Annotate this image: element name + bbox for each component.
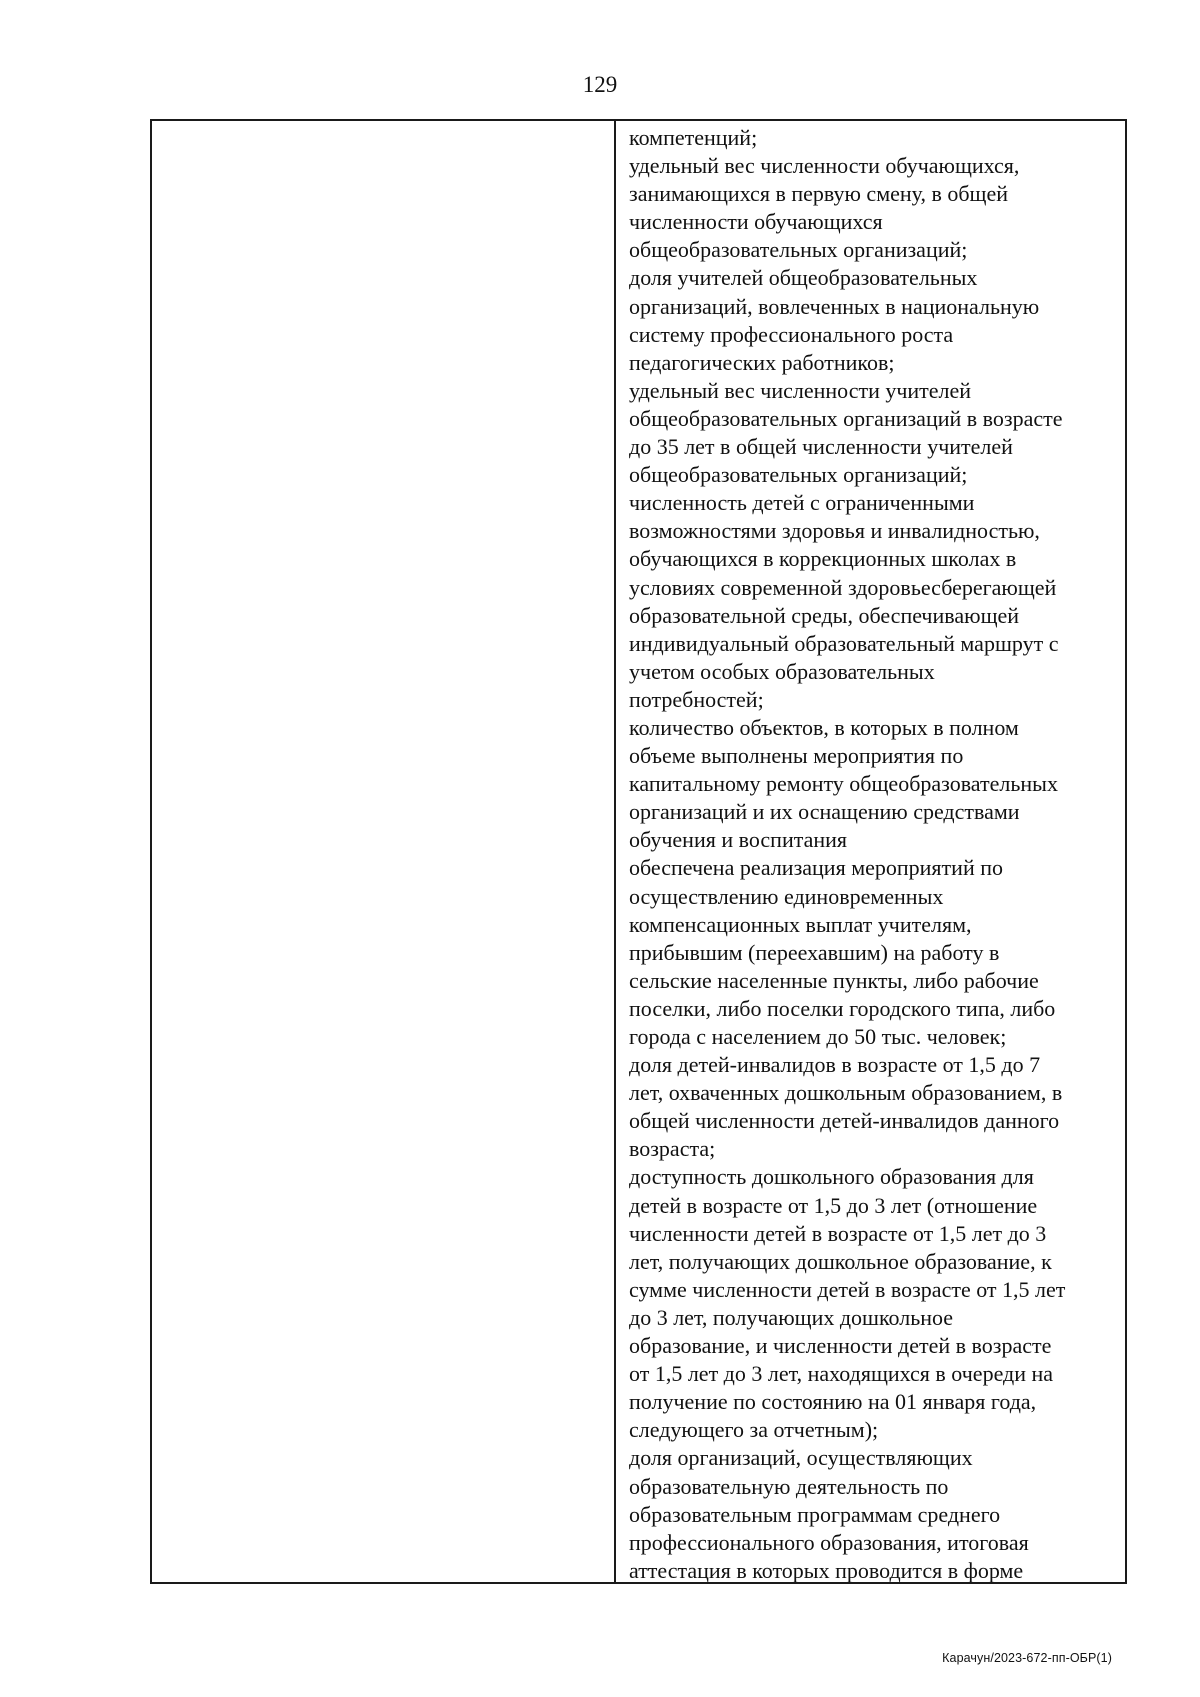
cell-text-line: компенсационных выплат учителям, (629, 911, 972, 937)
cell-text-line: количество объектов, в которых в полном (629, 714, 1019, 740)
cell-text-line: численности детей в возрасте от 1,5 лет до 3 (629, 1220, 1047, 1246)
cell-text-line: профессионального образования, итоговая (629, 1529, 1029, 1555)
cell-text-line: индивидуальный образовательный маршрут с (629, 630, 1059, 656)
document-table (150, 119, 1127, 1584)
cell-text-line: занимающихся в первую смену, в общей (629, 181, 1009, 207)
cell-text-line: доля детей-инвалидов в возрасте от 1,5 до 7 (629, 1052, 1041, 1078)
cell-text-line: образование, и численности детей в возрасте (629, 1333, 1052, 1359)
cell-text-line: обучения и воспитания (629, 827, 848, 853)
cell-text-line: компетенций; (629, 125, 758, 150)
cell-text-line: обеспечена реализация мероприятий по (629, 855, 1003, 881)
cell-text-line: от 1,5 лет до 3 лет, находящихся в очереди на (629, 1361, 1054, 1387)
cell-text-line: обучающихся в коррекционных школах в (629, 546, 1017, 572)
cell-text-line: педагогических работников; (629, 349, 895, 375)
table-cell-right (616, 121, 1125, 1582)
page-number: 129 (582, 72, 618, 97)
cell-text-line: организаций и их оснащению средствами (629, 799, 1020, 825)
cell-text-line: прибывшим (переехавшим) на работу в (629, 939, 1000, 965)
cell-text-line: образовательной среды, обеспечивающей (629, 602, 1020, 628)
document-footer-code: Карачун/2023-672-пп-ОБР(1) (942, 1651, 1112, 1665)
cell-text-line: возраста; (629, 1136, 716, 1162)
cell-text-line: возможностями здоровья и инвалидностью, (629, 518, 1040, 544)
cell-text-line: общеобразовательных организаций в возрасте (629, 405, 1063, 431)
cell-text-line: сумме численности детей в возрасте от 1,5 лет (629, 1276, 1066, 1302)
cell-text-line: образовательную деятельность по (629, 1473, 949, 1499)
cell-text-line: получение по состоянию на 01 января года, (629, 1389, 1037, 1415)
cell-text-line: до 35 лет в общей численности учителей (629, 434, 1013, 460)
cell-text-line: общей численности детей-инвалидов данного (629, 1108, 1060, 1134)
cell-text-line: аттестация в которых проводится в форме (629, 1557, 1024, 1582)
cell-text-line: детей в возрасте от 1,5 до 3 лет (отношение (629, 1192, 1038, 1218)
cell-text-line: удельный вес численности учителей (629, 377, 972, 403)
cell-text-line: общеобразовательных организаций; (629, 462, 968, 488)
cell-text-line: образовательным программам среднего (629, 1501, 1001, 1527)
cell-text-line: доля учителей общеобразовательных (629, 265, 978, 291)
cell-text-line: объеме выполнены мероприятия по (629, 743, 964, 769)
cell-text-line: организаций, вовлеченных в национальную (629, 293, 1040, 319)
cell-text-line: удельный вес численности обучающихся, (629, 153, 1020, 179)
cell-text-line: численности обучающихся (629, 209, 883, 235)
cell-text-line: лет, получающих дошкольное образование, к (629, 1248, 1052, 1274)
cell-text-line: капитальному ремонту общеобразовательных (629, 771, 1058, 797)
cell-text-line: поселки, либо поселки городского типа, либо (629, 995, 1056, 1021)
table-cell-left (152, 121, 616, 1582)
cell-text-line: общеобразовательных организаций; (629, 237, 968, 263)
cell-text-line: осуществлению единовременных (629, 883, 944, 909)
cell-text-line: учетом особых образовательных (629, 658, 935, 684)
cell-text-line: доступность дошкольного образования для (629, 1164, 1034, 1190)
cell-text-line: до 3 лет, получающих дошкольное (629, 1304, 954, 1330)
cell-text-line: лет, охваченных дошкольным образованием, в (629, 1080, 1063, 1106)
cell-text-line: потребностей; (629, 686, 764, 712)
cell-text-line: доля организаций, осуществляющих (629, 1445, 973, 1471)
cell-text-line: численность детей с ограниченными (629, 490, 975, 516)
cell-text-line: сельские населенные пункты, либо рабочие (629, 967, 1039, 993)
cell-text-line: города с населением до 50 тыс. человек; (629, 1024, 1007, 1049)
cell-text-line: систему профессионального роста (629, 321, 954, 347)
cell-text-line: условиях современной здоровьесберегающей (629, 574, 1057, 600)
cell-text-line: следующего за отчетным); (629, 1417, 879, 1443)
